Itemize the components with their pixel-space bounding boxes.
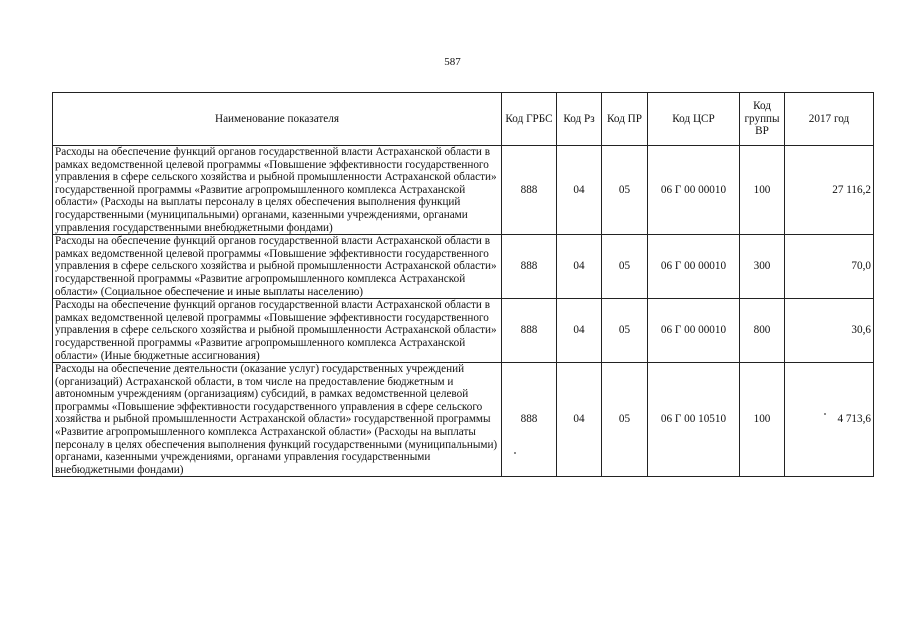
row-grbs: 888: [502, 146, 557, 235]
row-vr: 100: [740, 363, 785, 477]
table-row: [53, 146, 874, 235]
row-amount: 30,6: [785, 299, 874, 363]
header-name: Наименование показателя: [53, 93, 502, 146]
row-pr: 05: [602, 146, 648, 235]
row-amount: 27 116,2: [785, 146, 874, 235]
row-pr: 05: [602, 235, 648, 299]
header-grbs: Код ГРБС: [502, 93, 557, 146]
table-row: [53, 299, 874, 363]
header-pr: Код ПР: [602, 93, 648, 146]
row-amount: 70,0: [785, 235, 874, 299]
row-pr: 05: [602, 363, 648, 477]
row-csr: 06 Г 00 00010: [648, 146, 740, 235]
table-row: [53, 235, 874, 299]
row-csr: 06 Г 00 10510: [648, 363, 740, 477]
row-rz: 04: [557, 363, 602, 477]
row-vr: 300: [740, 235, 785, 299]
header-vr: Код группы ВР: [740, 93, 785, 146]
table-header-row: [53, 93, 874, 146]
row-name: Расходы на обеспечение функций органов государственной власти Астраханской области в рамках ведомственной целевой программы «Повышение эффективности государственного управления в сфере сельского хозяйства и рыбной промышленности Астраханской области» государственной программы «Развитие агропромышленного комплекса Астраханской области» (Иные бюджетные ассигнования): [53, 299, 502, 363]
row-name: Расходы на обеспечение функций органов государственной власти Астраханской области в рамках ведомственной целевой программы «Повышение эффективности государственного управления в сфере сельского хозяйства и рыбной промышленности Астраханской области» государственной программы «Развитие агропромышленного комплекса Астраханской области» (Социальное обеспечение и иные выплаты населению): [53, 235, 502, 299]
row-name: Расходы на обеспечение функций органов государственной власти Астраханской области в рамках ведомственной целевой программы «Повышение эффективности государственного управления в сфере сельского хозяйства и рыбной промышленности Астраханской области» государственной программы «Развитие агропромышленного комплекса Астраханской области» (Расходы на выплаты персоналу в целях обеспечения выполнения функций государственными (муниципальными) органами, казенными учреждениями, органами управления государственными внебюджетными фондами): [53, 146, 502, 235]
row-csr: 06 Г 00 00010: [648, 299, 740, 363]
row-pr: 05: [602, 299, 648, 363]
table-row: [53, 363, 874, 477]
row-name: Расходы на обеспечение деятельности (оказание услуг) государственных учреждений (организаций) Астраханской области, в том числе на предоставление бюджетным и автономным учреждениям (организациям) субсидий, в рамках ведомственной целевой программы «Повышение эффективности государственного управления в сфере сельского хозяйства и рыбной промышленности Астраханской области» государственной программы «Развитие агропромышленного комплекса Астраханской области» (Расходы на выплаты персоналу в целях обеспечения выполнения функций государственными (муниципальными) органами, казенными учреждениями, органами управления государственными внебюджетными фондами): [53, 363, 502, 477]
header-rz: Код Рз: [557, 93, 602, 146]
row-vr: 100: [740, 146, 785, 235]
row-amount: 4 713,6: [785, 363, 874, 477]
header-year: 2017 год: [785, 93, 874, 146]
row-rz: 04: [557, 299, 602, 363]
row-grbs: 888: [502, 235, 557, 299]
row-grbs: 888: [502, 363, 557, 477]
row-rz: 04: [557, 146, 602, 235]
budget-table: [52, 92, 874, 477]
row-grbs: 888: [502, 299, 557, 363]
row-vr: 800: [740, 299, 785, 363]
page-number: 587: [444, 56, 461, 68]
scan-speck: [824, 413, 826, 415]
row-rz: 04: [557, 235, 602, 299]
header-csr: Код ЦСР: [648, 93, 740, 146]
row-csr: 06 Г 00 00010: [648, 235, 740, 299]
scan-speck: [514, 452, 516, 454]
